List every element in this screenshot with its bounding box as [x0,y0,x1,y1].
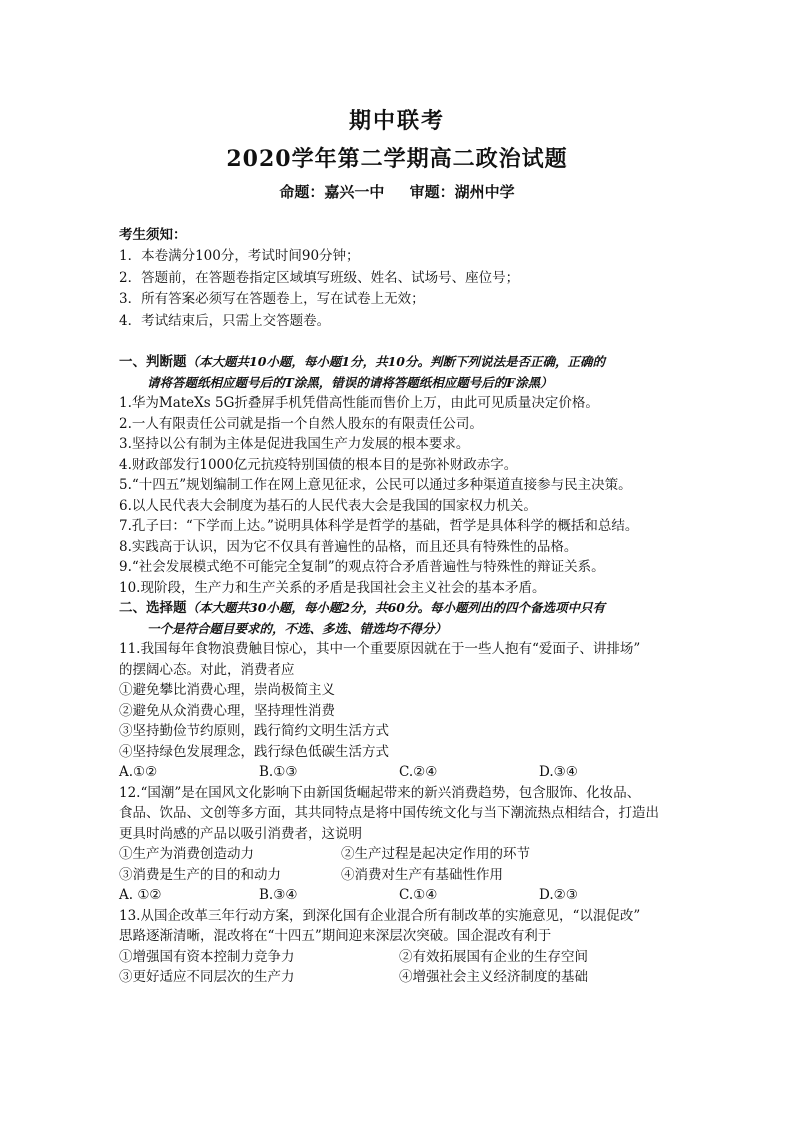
judgement-item: 9.“社会发展模式绝不可能完全复制”的观点符合矛盾普遍性与特殊性的辩证关系。 [119,559,605,575]
option-c: C.②④ [399,764,438,780]
question-statement: ③坚持勤俭节约原则，践行简约文明生活方式 [119,723,389,739]
section-note: 请将答题纸相应题号后的T涂黑，错误的请将答题纸相应题号后的F涂黑） [147,374,553,390]
question-12-stem: 12.“国潮”是在国风文化影响下由新国货崛起带来的新兴消费趋势，包含服饰、化妆品、 [119,784,641,801]
section-2-note-cont [119,619,679,640]
question-13-stem-cont: 思路逐渐清晰，混改将在“十四五”期间迎来深层次突破。国企混改有利于 [119,928,552,944]
judgement-item: 10.现阶段，生产力和生产关系的矛盾是我国社会主义社会的基本矛盾。 [119,579,546,596]
question-12-stem-cont: 更具时尚感的产品以吸引消费者，这说明 [119,825,362,842]
judgement-item: 5.“十四五”规划编制工作在网上意见征求，公民可以通过多种渠道直接参与民主决策。 [119,477,632,493]
judgement-item: 2.一人有限责任公司就是指一个自然人股东的有限责任公司。 [119,415,483,432]
notice-heading: 考生须知： [119,227,187,243]
question-statement: ④坚持绿色发展理念，践行绿色低碳生活方式 [119,743,389,760]
question-12-stem-cont: 食品、饮品、文创等多方面，其共同特点是将中国传统文化与当下潮流热点相结合，打造出 [119,805,659,821]
judgement-item: 3.坚持以公有制为主体是促进我国生产力发展的根本要求。 [119,436,470,452]
judgement-item: 4.财政部发行1000亿元抗疫特别国债的根本目的是弥补财政赤字。 [119,456,518,473]
question-statement-row [119,865,679,886]
section-1-header [119,352,679,373]
exam-credits [0,181,794,202]
exam-title: 2020学年第二学期高二政治试题 [226,146,568,172]
judgement-item: 1.华为MateXs 5G折叠屏手机凭借高性能而售价上万，由此可见质量决定价格。 [119,395,599,411]
question-statement: ②有效拓展国有企业的生存空间 [399,948,588,965]
notice-item: 2．答题前，在答题卷指定区域填写班级、姓名、试场号、座位号； [119,269,520,286]
judgement-item: 8.实践高于认识，因为它不仅具有普遍性的品格，而且还具有特殊性的品格。 [119,538,578,555]
option-a: A.①② [119,764,158,780]
reviewer-credit: 审题：湖州中学 [409,183,515,201]
option-b: B.①③ [259,764,298,780]
notice-item: 1．本卷满分100分，考试时间90分钟； [119,248,360,264]
question-statement: ④增强社会主义经济制度的基础 [399,969,588,985]
exam-body [119,352,679,988]
option-d: D.③④ [539,764,578,780]
question-11-stem: 11.我国每年食物浪费触目惊心，其中一个重要原因就在于一些人抱有“爱面子、讲排场” [119,641,641,657]
judgement-item: 6.以人民代表大会制度为基石的人民代表大会是我国的国家权力机关。 [119,497,537,514]
question-statement-row [119,844,679,865]
section-note: （本大题共10小题，每小题1分，共10分。判断下列说法是否正确，正确的 [186,354,605,369]
question-statement: ②避免从众消费心理，坚持理性消费 [119,702,335,719]
section-note: （本大题共30小题，每小题2分，共60分。每小题列出的四个备选项中只有 [186,600,605,615]
section-note: 一个是符合题目要求的，不选、多选、错选均不得分） [147,620,448,636]
question-12-options [119,885,679,906]
section-title: 二、选择题 [119,600,187,616]
question-statement: ①避免攀比消费心理，崇尚极简主义 [119,682,335,698]
notice-item: 3．所有答案必须写在答题卷上，写在试卷上无效； [119,291,425,307]
option-a: A. ①② [119,887,162,903]
question-11-stem-cont: 的摆阔心态。对此，消费者应 [119,661,295,678]
judgement-item: 7.孔子曰：“下学而上达。”说明具体科学是哲学的基础，哲学是具体科学的概括和总结。 [119,518,639,534]
author-credit: 命题：嘉兴一中 [279,183,385,201]
question-11-options [119,762,679,783]
question-statement-row [119,967,679,988]
question-statement: ③更好适应不同层次的生产力 [119,969,295,985]
question-statement: ①增强国有资本控制力竞争力 [119,948,295,965]
notice-item: 4．考试结束后，只需上交答题卷。 [119,312,331,329]
question-statement: ③消费是生产的目的和动力 [119,866,281,883]
question-statement: ②生产过程是起决定作用的环节 [341,846,530,862]
exam-heading: 期中联考 [348,108,445,134]
option-d: D.②③ [539,887,578,903]
question-statement-row [119,947,679,968]
section-2-header [119,598,679,619]
section-1-note-cont [119,373,679,394]
option-b: B.③④ [259,887,298,903]
question-13-stem: 13.从国企改革三年行动方案，到深化国有企业混合所有制改革的实施意见，“以混促改” [119,907,641,924]
section-title: 一、判断题 [119,354,187,370]
option-c: C.①④ [399,887,438,903]
question-statement: ④消费对生产有基础性作用 [341,866,503,883]
exam-notice [119,223,519,332]
question-statement: ①生产为消费创造动力 [119,846,254,862]
